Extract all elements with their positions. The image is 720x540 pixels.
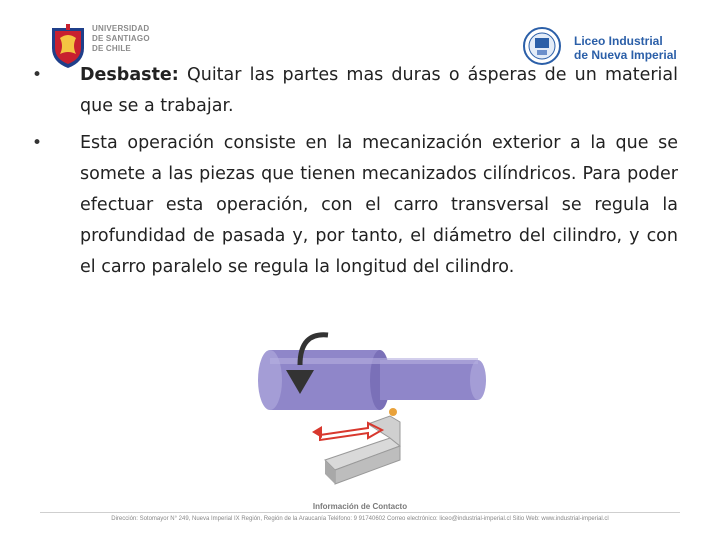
footer-title: Información de Contacto <box>312 502 408 511</box>
bullet-marker: • <box>32 65 43 85</box>
university-name <box>92 24 150 54</box>
university-line-2: DE SANTIAGO <box>92 34 150 43</box>
workpiece-small-cylinder <box>380 360 478 400</box>
university-line-3: DE CHILE <box>92 44 131 53</box>
bullet-term: Desbaste: <box>80 65 179 85</box>
bullet-definition: Esta operación consiste en la mecanización exterior a la que se somete a las piezas que tienen mecanizados cilíndricos. Para poder efectuar esta operación, con el carro transversal se regula la profundidad de pasada y, por tanto, el diámetro del cilindro, y con el carro paralelo se regula la longitud del cilindro. <box>80 133 678 277</box>
liceo-name <box>574 34 677 62</box>
liceo-line-1: Liceo Industrial <box>574 34 663 48</box>
bullet-marker: • <box>32 133 43 153</box>
feed-arrow-icon <box>320 423 382 440</box>
footer-contact: Dirección: Sotomayor N° 249, Nueva Imperial IX Región, Región de la Araucanía Teléfono: 9 91740602 Correo electrónico: liceo@industrial-imperial.cl Sitio Web: www.industrial-imperial.cl <box>111 516 609 522</box>
footer-divider <box>40 512 680 513</box>
bullet-item-operacion <box>32 128 678 283</box>
bullet-text <box>80 128 678 283</box>
bullet-text <box>80 60 678 122</box>
bullet-definition: Quitar las partes mas duras o ásperas de un material que se a trabajar. <box>80 65 678 116</box>
bullet-item-desbaste <box>32 60 678 122</box>
university-line-1: UNIVERSIDAD <box>92 24 150 33</box>
turning-illustration <box>250 320 510 495</box>
bullet-list <box>32 60 678 289</box>
liceo-line-2: de Nueva Imperial <box>574 48 677 62</box>
